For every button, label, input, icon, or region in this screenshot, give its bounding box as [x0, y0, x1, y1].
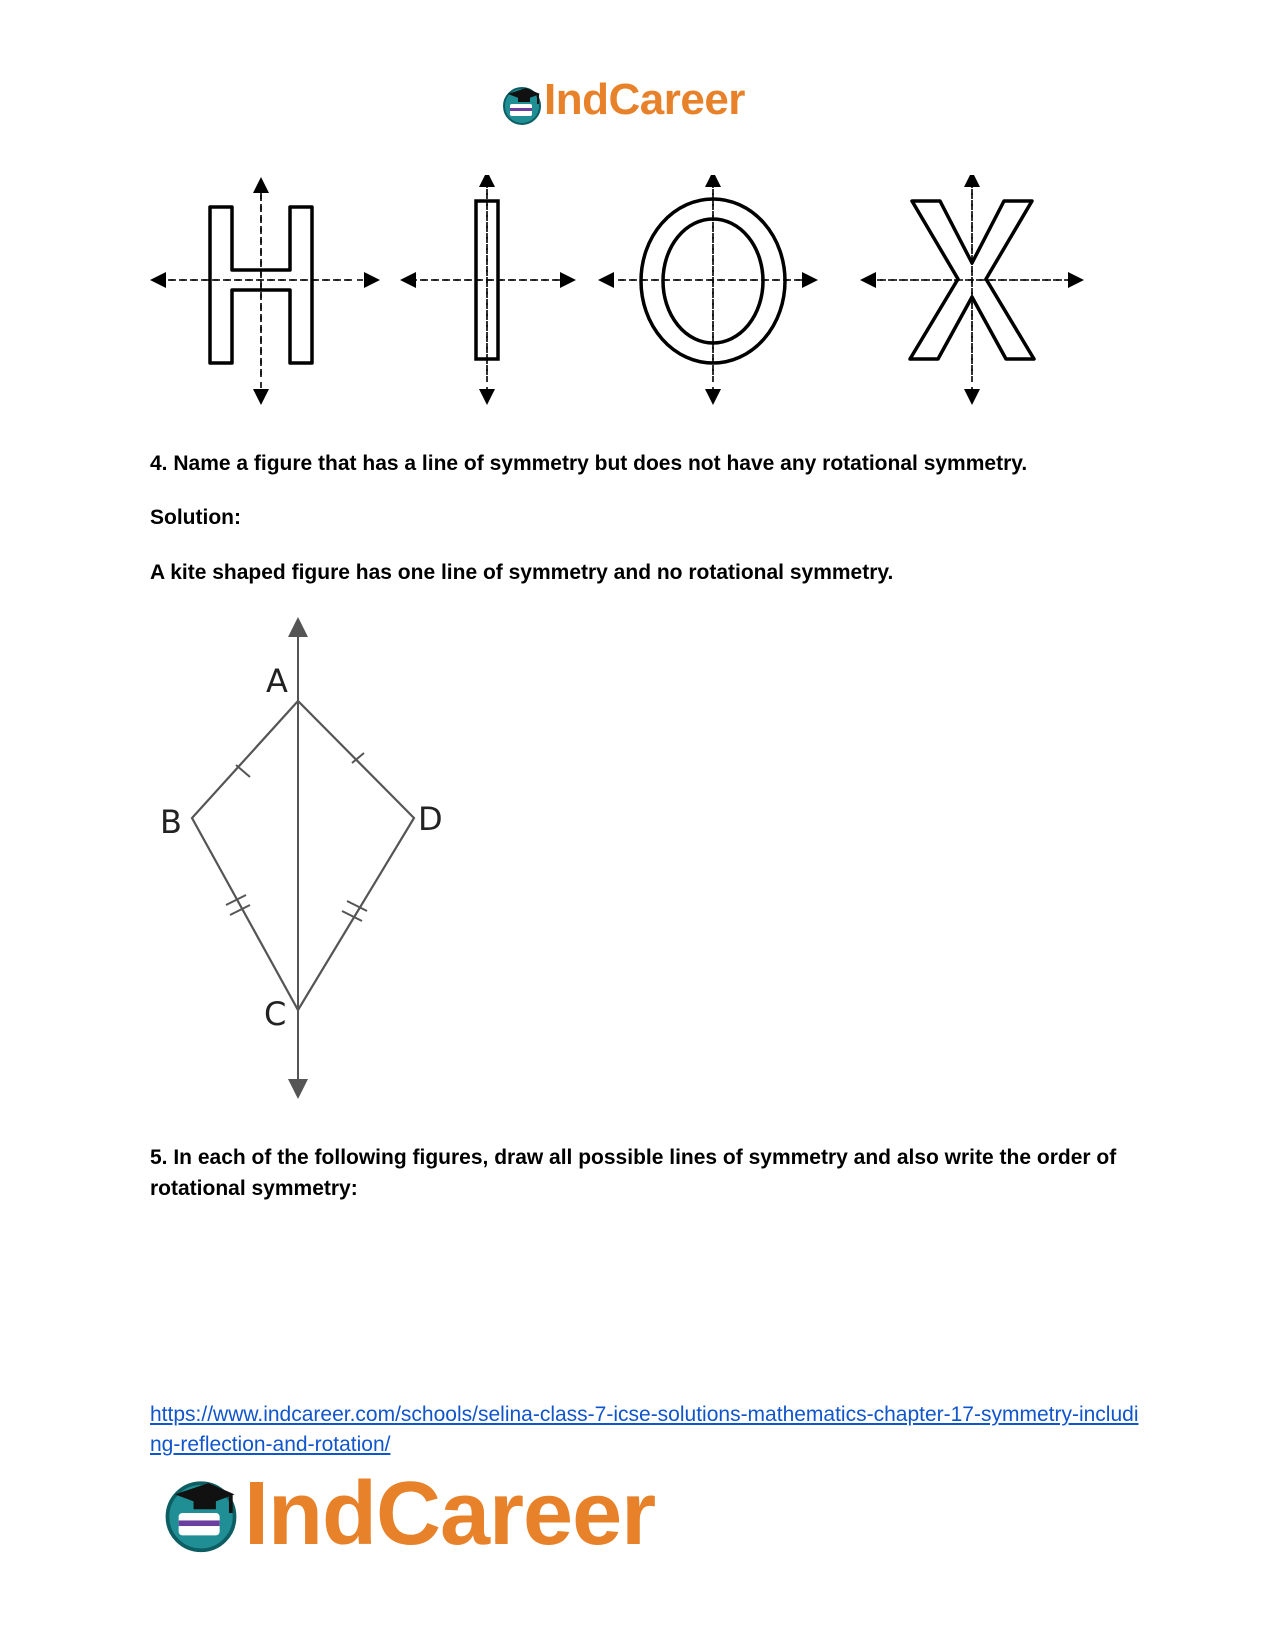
- logo-text: IndCareer: [544, 75, 745, 124]
- letter-i: [408, 179, 568, 397]
- symmetry-letters-figure: [150, 175, 1130, 415]
- graduation-globe-icon: [160, 1470, 242, 1556]
- solution-answer: A kite shaped figure has one line of symmetry and no rotational symmetry.: [150, 561, 894, 584]
- kite-label-b: B: [160, 803, 182, 841]
- kite-label-d: D: [418, 800, 443, 838]
- letter-o: [606, 179, 810, 397]
- solution-label: Solution:: [150, 506, 241, 529]
- header-logo: [500, 75, 780, 128]
- question-5: 5. In each of the following figures, draw all possible lines of symmetry and also write the order of rotational symmetry:: [150, 1146, 1117, 1200]
- kite-figure: [150, 615, 470, 1105]
- source-link[interactable]: https://www.indcareer.com/schools/selina-class-7-icse-solutions-mathematics-chapter-17-symmetry-including-reflection-and-rotation/: [150, 1403, 1139, 1456]
- letter-h: [158, 185, 372, 397]
- letter-x: [868, 179, 1076, 397]
- question-4: 4. Name a figure that has a line of symmetry but does not have any rotational symmetry.: [150, 452, 1028, 475]
- graduation-globe-icon: [500, 82, 544, 126]
- kite-label-c: C: [264, 995, 287, 1033]
- kite-label-a: A: [266, 662, 288, 700]
- footer-logo: [160, 1464, 720, 1564]
- logo-text: IndCareer: [244, 1464, 656, 1564]
